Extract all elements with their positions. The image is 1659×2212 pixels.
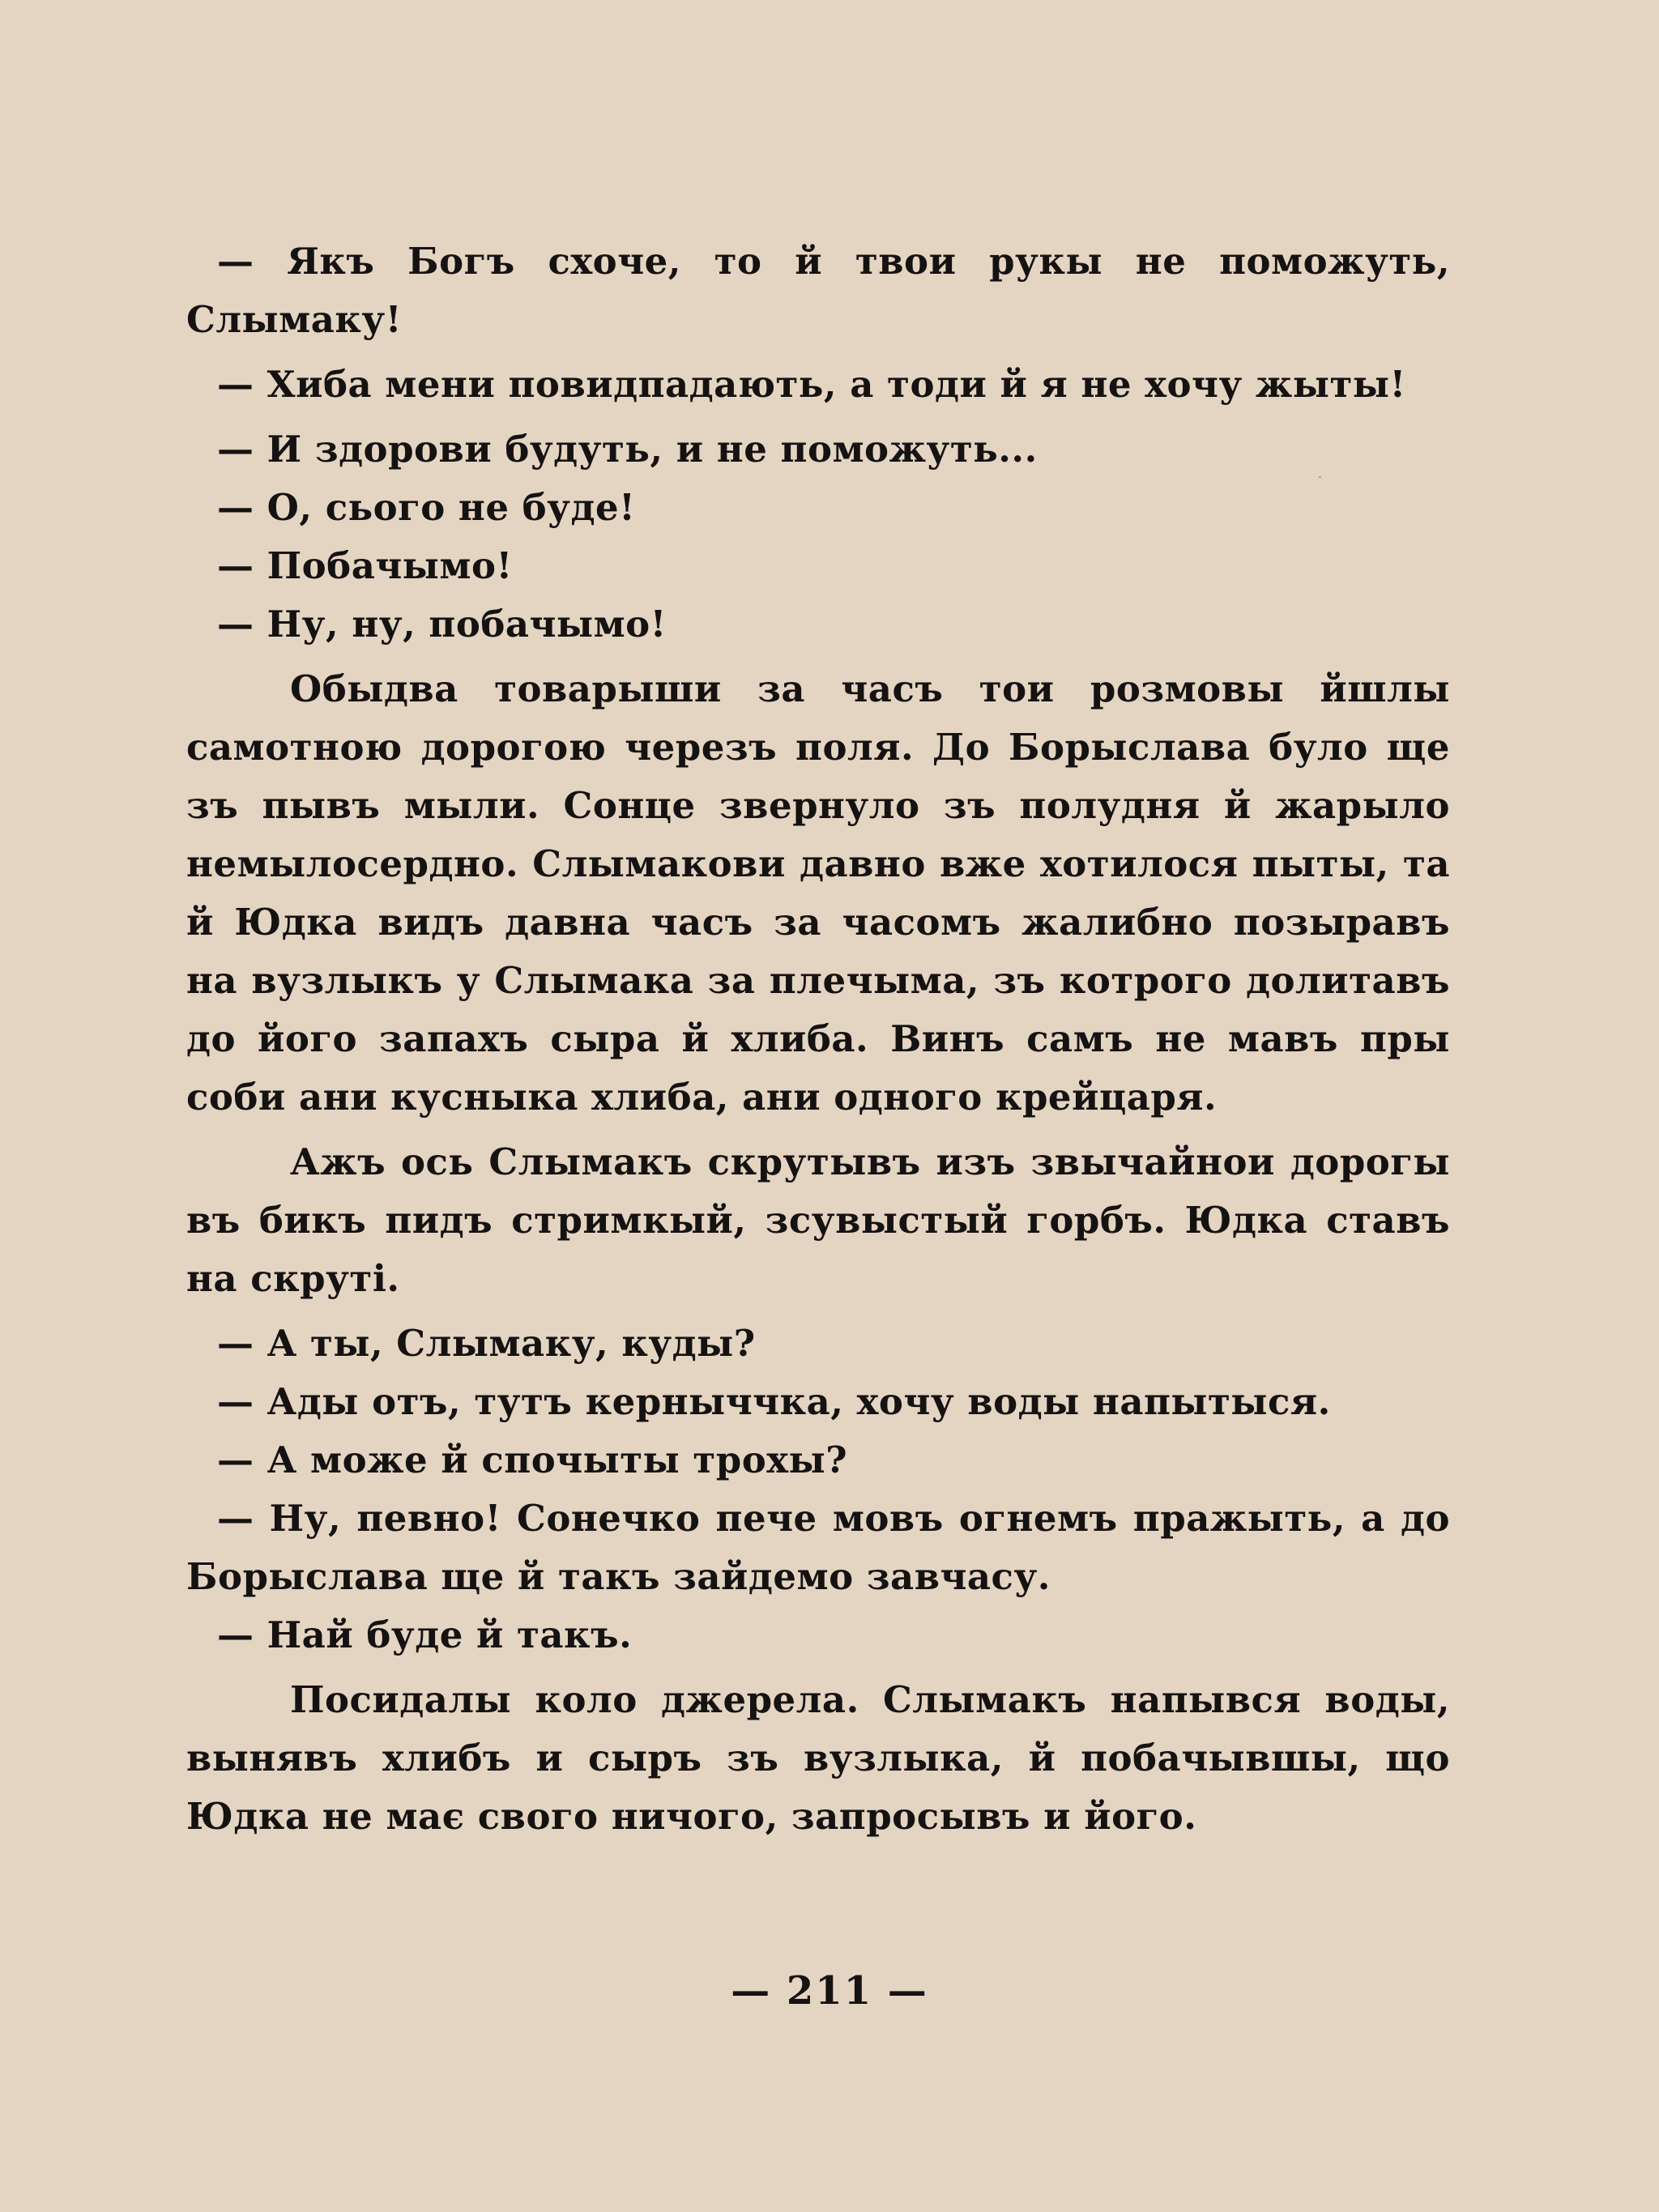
dialogue-line: — Якъ Богъ схоче, то й твои рукы не поможуть, Слымаку!	[186, 240, 1450, 341]
prose-paragraph: Ажъ ось Слымакъ скрутывъ изъ звычайнои дорогы въ бикъ пидъ стримкый, зсувыстый горбъ. Юдка ставъ на скруті.	[186, 1140, 1450, 1300]
dialogue-line: — И здорови будуть, и не поможуть...	[217, 428, 1038, 471]
dialogue-line: — Ну, певно! Сонечко пече мовъ огнемъ пражыть, а до Борыслава ще й такъ зайдемо завчасу.	[186, 1497, 1450, 1598]
page-text	[186, 232, 1450, 1852]
dialogue-line: — Хиба мени повидпадають, а тоди й я не хочу жыты!	[217, 363, 1406, 406]
dialogue-line: — Най буде й такъ.	[217, 1613, 633, 1656]
dialogue-line: — А ты, Слымаку, куды?	[217, 1322, 756, 1365]
dialogue-line: — Ады отъ, тутъ керныччка, хочу воды напытыся.	[217, 1380, 1331, 1423]
dialogue-line: — Ну, ну, побачымо!	[217, 603, 667, 646]
dialogue-line: — О, сього не буде!	[217, 486, 636, 529]
page-number: — 211 —	[731, 1968, 928, 2014]
dialogue-line: — Побачымо!	[217, 544, 513, 587]
dialogue-line: — А може й спочыты трохы?	[217, 1438, 848, 1481]
prose-paragraph: Обыдва товарыши за часъ тои розмовы йшлы самотною дорогою черезъ поля. До Борыслава було ще зъ пывъ мыли. Сонце звернуло зъ полудня й жарыло немылосердно. Слымакови давно вже хотилося пыты, та й Юдка видъ давна часъ за часомъ жалибно позыравъ на вузлыкъ у Слымака за плечыма, зъ котрого долитавъ до його запахъ сыра й хлиба. Винъ самъ не мавъ пры соби ани кусныка хлиба, ани одного крейцаря.	[186, 667, 1450, 1119]
prose-paragraph: Посидалы коло джерела. Слымакъ напывся воды, вынявъ хлибъ и сыръ зъ вузлыка, й побачывшы, що Юдка не має свого ничого, запросывъ и його.	[186, 1678, 1450, 1838]
